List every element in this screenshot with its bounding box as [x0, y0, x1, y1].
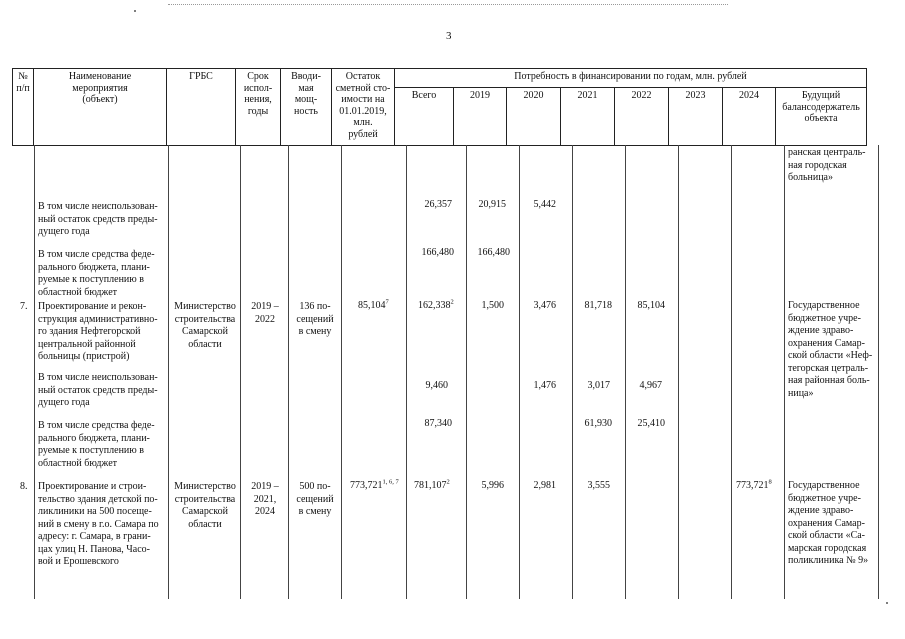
header-name: Наименование мероприятия (объект) — [34, 69, 167, 146]
row-7-num: 7. — [20, 301, 28, 312]
header-2023: 2023 — [669, 88, 723, 146]
header-holder: Будущий балансодержатель объекта — [776, 88, 867, 146]
column-divider — [572, 145, 573, 599]
row-7a-2021: 3,017 — [587, 380, 610, 391]
column-divider — [731, 145, 732, 599]
header-remainder: Остаток сметной сто- имости на 01.01.2019, млн. рублей — [332, 69, 395, 146]
column-divider — [519, 145, 520, 599]
row-8-total: 781,107$^2$ — [414, 478, 450, 491]
row-7-2022: 85,104 — [637, 300, 665, 311]
row-6b-total: 166,480 — [421, 247, 454, 258]
row-7b-name: В том числе средства феде- рального бюджета, плани- руемые к поступлению в областной бюджет — [38, 420, 155, 469]
column-divider — [466, 145, 467, 599]
row-7-capacity: 136 по- сещений в смену — [296, 301, 334, 337]
row-8-2021: 3,555 — [587, 480, 610, 491]
column-divider — [240, 145, 241, 599]
row-8-capacity: 500 по- сещений в смену — [296, 481, 334, 517]
table-header — [12, 68, 867, 146]
page-number: 3 — [446, 30, 452, 42]
column-divider — [288, 145, 289, 599]
row-6a-2019: 20,915 — [478, 199, 506, 210]
row-7b-2021: 61,930 — [584, 418, 612, 429]
scan-speck — [886, 602, 888, 604]
row-7-holder: Государственное бюджетное учре- ждение здраво- охранения Самар- ской области «Неф- тегорская цетраль- ная районная боль- ница» — [788, 300, 873, 399]
column-divider — [168, 145, 169, 599]
row-7-2021: 81,718 — [584, 300, 612, 311]
row-8-2020: 2,981 — [533, 480, 556, 491]
row-7-term: 2019 – 2022 — [251, 301, 279, 325]
row-8-name: Проектирование и строи- тельство здания детской по- ликлиники на 500 посеще- ний в смену в г.о. Самара по адресу: г. Самара, в грани- цах улиц Н. Панова, Часо- вой и Ерошевского — [38, 481, 159, 567]
row-7b-2022: 25,410 — [637, 418, 665, 429]
header-2022: 2022 — [615, 88, 669, 146]
row-8-2019: 5,996 — [481, 480, 504, 491]
column-divider — [784, 145, 785, 599]
carry-holder-text: ранская централь- ная городская больница» — [788, 147, 866, 183]
header-total: Всего — [395, 88, 454, 146]
row-7a-name: В том числе неиспользован- ный остаток средств преды- дущего года — [38, 372, 158, 408]
header-term: Срок испол- нения, годы — [236, 69, 281, 146]
header-2020: 2020 — [507, 88, 561, 146]
header-grbs: ГРБС — [167, 69, 236, 146]
row-8-term: 2019 – 2021, 2024 — [251, 481, 279, 517]
row-7a-2020: 1,476 — [533, 380, 556, 391]
row-6a-2020: 5,442 — [533, 199, 556, 210]
header-2021: 2021 — [561, 88, 615, 146]
row-8-grbs: Министерство строительства Самарской области — [174, 481, 236, 530]
column-divider — [341, 145, 342, 599]
row-7-name: Проектирование и рекон- струкция административно- го здания Нефтегорской центральной районной больницы (пристрой) — [38, 301, 158, 362]
row-7a-total: 9,460 — [425, 380, 448, 391]
column-divider — [878, 145, 879, 599]
row-7b-total: 87,340 — [424, 418, 452, 429]
row-8-remainder: 773,721$^{1, 6, 7}$ — [350, 478, 399, 491]
row-8-holder: Государственное бюджетное учре- ждение здраво- охранения Самар- ской области «Са- марская городская поликлиника № 9» — [788, 480, 869, 566]
row-7a-2022: 4,967 — [639, 380, 662, 391]
row-6a-name: В том числе неиспользован- ный остаток средств преды- дущего года — [38, 201, 158, 237]
row-7-grbs: Министерство строительства Самарской области — [174, 301, 236, 350]
header-2019: 2019 — [454, 88, 507, 146]
column-divider — [678, 145, 679, 599]
column-divider — [625, 145, 626, 599]
scan-speck — [134, 10, 136, 12]
row-6b-2019: 166,480 — [477, 247, 510, 258]
header-need-group: Потребность в финансировании по годам, млн. рублей — [395, 69, 867, 88]
row-8-num: 8. — [20, 481, 28, 492]
column-divider — [34, 145, 35, 599]
row-7-2019: 1,500 — [481, 300, 504, 311]
header-2024: 2024 — [723, 88, 776, 146]
row-6a-total: 26,357 — [424, 199, 452, 210]
header-capacity: Вводи- мая мощ- ность — [281, 69, 332, 146]
row-6b-name: В том числе средства феде- рального бюджета, плани- руемые к поступлению в областной бюджет — [38, 249, 155, 298]
row-7-2020: 3,476 — [533, 300, 556, 311]
top-scan-marks — [168, 4, 728, 6]
header-num: № п/п — [13, 69, 34, 146]
row-7-total: 162,338$^2$ — [418, 298, 454, 311]
column-divider — [406, 145, 407, 599]
row-8-2024: 773,721$^8$ — [736, 478, 772, 491]
row-7-remainder: 85,104$^7$ — [358, 298, 389, 311]
